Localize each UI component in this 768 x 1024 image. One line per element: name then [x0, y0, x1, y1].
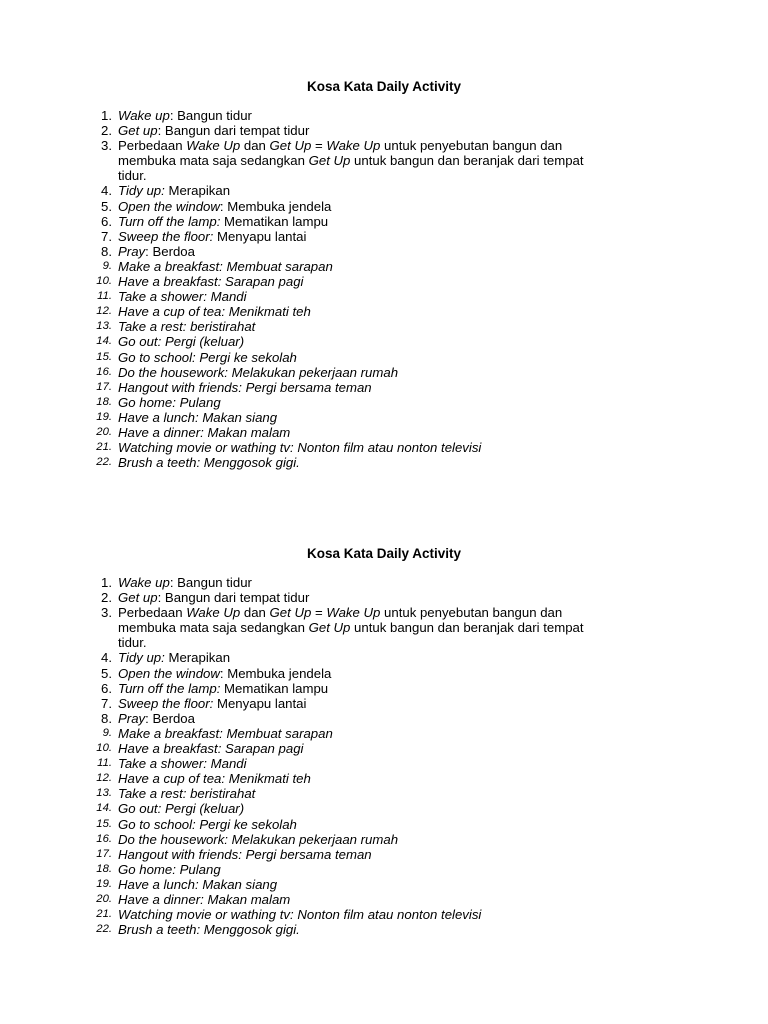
item-definition: Pergi bersama teman	[245, 379, 372, 395]
item-term: Have a cup of tea:	[118, 304, 226, 320]
item-number: 21.	[96, 441, 112, 454]
item-number: 4.	[101, 183, 112, 199]
item-definition: Mematikan lampu	[224, 213, 329, 229]
item-line	[118, 138, 668, 153]
list-item	[0, 350, 768, 365]
item-number: 13.	[96, 787, 112, 800]
list-item	[0, 289, 768, 304]
item-term: Tidy up:	[118, 650, 165, 666]
list-item	[0, 229, 768, 244]
item-text: Perbedaan	[118, 605, 187, 621]
item-number: 20.	[96, 425, 112, 438]
item-line	[118, 605, 668, 620]
item-term: Wake Up	[326, 605, 381, 621]
item-number: 14.	[96, 335, 112, 348]
item-definition: beristirahat	[190, 319, 256, 335]
item-definition: Melakukan pekerjaan rumah	[231, 831, 399, 847]
item-definition: Menggosok gigi.	[203, 922, 300, 938]
item-number: 8.	[101, 710, 112, 726]
list-item	[0, 455, 768, 470]
vocabulary-section-2	[0, 546, 768, 937]
list-item	[0, 199, 768, 214]
item-definition: Menikmati teh	[228, 304, 311, 320]
item-term: Take a rest:	[118, 786, 187, 802]
list-item	[0, 650, 768, 665]
item-term: Go out:	[118, 334, 162, 350]
list-item	[0, 711, 768, 726]
item-definition: Membuat sarapan	[226, 258, 333, 274]
item-definition: Berdoa	[152, 710, 195, 726]
item-number: 7.	[101, 228, 112, 244]
item-number: 12.	[96, 772, 112, 785]
item-term: Go out:	[118, 801, 162, 817]
item-definition: Bangun dari tempat tidur	[164, 123, 310, 139]
item-term: Get Up	[308, 620, 351, 636]
item-term: Pray	[118, 710, 146, 726]
list-item	[0, 425, 768, 440]
list-item	[0, 605, 768, 650]
page-title: Kosa Kata Daily Activity	[306, 546, 462, 561]
item-definition: Membuat sarapan	[226, 725, 333, 741]
item-definition: Bangun tidur	[177, 108, 252, 123]
item-number: 5.	[101, 198, 112, 214]
item-term: Get up	[118, 123, 158, 139]
item-definition: Mematikan lampu	[224, 680, 329, 696]
item-number: 3.	[101, 138, 112, 154]
item-term: Pray	[118, 243, 146, 259]
item-term: Go home:	[118, 394, 176, 410]
item-term: Make a breakfast:	[118, 725, 223, 741]
item-term: Go to school:	[118, 349, 196, 365]
item-term: Have a breakfast:	[118, 741, 222, 757]
item-text: =	[311, 138, 327, 154]
list-item	[0, 726, 768, 741]
item-definition: Melakukan pekerjaan rumah	[231, 364, 399, 380]
list-item	[0, 862, 768, 877]
list-item	[0, 304, 768, 319]
item-term: Have a breakfast:	[118, 274, 222, 290]
item-term: Hangout with friends:	[118, 379, 242, 395]
item-definition: Pulang	[179, 861, 221, 877]
item-term: Go home:	[118, 861, 176, 877]
item-definition: Makan malam	[207, 424, 291, 440]
item-definition: Makan siang	[202, 409, 278, 425]
list-item	[0, 380, 768, 395]
item-number: 9.	[102, 726, 112, 739]
item-definition: Pergi ke sekolah	[199, 349, 297, 365]
item-number: 20.	[96, 892, 112, 905]
item-text: untuk bangun dan beranjak dari tempat	[350, 620, 584, 636]
item-term: Wake up	[118, 575, 170, 590]
item-term: Watching movie or wathing tv:	[118, 907, 294, 923]
item-separator: :	[145, 243, 153, 259]
item-number: 10.	[96, 275, 112, 288]
list-item	[0, 907, 768, 922]
item-term: Have a dinner:	[118, 424, 204, 440]
item-definition: Pergi (keluar)	[164, 334, 245, 350]
item-definition: Pergi (keluar)	[164, 801, 245, 817]
item-term: Get up	[118, 590, 158, 606]
item-definition: Makan siang	[202, 876, 278, 892]
item-number: 15.	[96, 817, 112, 830]
item-term: Sweep the floor:	[118, 695, 214, 711]
item-number: 11.	[97, 290, 112, 303]
list-item	[0, 741, 768, 756]
list-item	[0, 214, 768, 229]
vocabulary-list	[0, 575, 768, 937]
item-separator: :	[169, 575, 178, 590]
list-item	[0, 395, 768, 410]
item-term: Wake Up	[326, 138, 381, 154]
list-item	[0, 877, 768, 892]
item-definition: Berdoa	[152, 243, 195, 259]
item-term: Brush a teeth:	[118, 455, 201, 471]
list-item	[0, 832, 768, 847]
item-number: 22.	[96, 456, 112, 469]
list-item	[0, 274, 768, 289]
item-line	[118, 153, 668, 168]
item-number: 1.	[101, 108, 112, 123]
item-number: 17.	[96, 847, 112, 860]
item-number: 16.	[96, 365, 112, 378]
item-term: Have a lunch:	[118, 409, 199, 425]
item-definition: Mandi	[210, 289, 247, 305]
item-text: dan	[240, 138, 270, 154]
item-text: tidur.	[118, 635, 147, 651]
item-number: 19.	[96, 877, 112, 890]
item-number: 21.	[96, 908, 112, 921]
item-term: Wake Up	[186, 138, 241, 154]
item-number: 7.	[101, 695, 112, 711]
item-definition: Membuka jendela	[227, 198, 332, 214]
item-term: Have a cup of tea:	[118, 771, 226, 787]
item-number: 22.	[96, 923, 112, 936]
item-definition: Merapikan	[168, 650, 231, 666]
item-definition: Merapikan	[168, 183, 231, 199]
item-number: 19.	[96, 410, 112, 423]
item-term: Take a shower:	[118, 756, 207, 772]
item-term: Get Up	[269, 605, 312, 621]
item-definition: Mandi	[210, 756, 247, 772]
item-definition: Menggosok gigi.	[203, 455, 300, 471]
item-number: 13.	[96, 320, 112, 333]
item-term: Have a dinner:	[118, 891, 204, 907]
list-item	[0, 319, 768, 334]
item-definition: Bangun dari tempat tidur	[164, 590, 310, 606]
vocabulary-list	[0, 108, 768, 470]
item-term: Go to school:	[118, 816, 196, 832]
list-item	[0, 696, 768, 711]
list-item	[0, 847, 768, 862]
item-definition: beristirahat	[190, 786, 256, 802]
item-term: Make a breakfast:	[118, 258, 223, 274]
item-separator: :	[157, 123, 165, 139]
item-text: =	[311, 605, 327, 621]
list-item	[0, 892, 768, 907]
item-separator: :	[219, 665, 228, 681]
item-separator: :	[169, 108, 178, 123]
item-term: Take a rest:	[118, 319, 187, 335]
list-item	[0, 801, 768, 816]
item-separator: :	[157, 590, 165, 606]
item-term: Hangout with friends:	[118, 846, 242, 862]
item-term: Turn off the lamp:	[118, 680, 221, 696]
item-definition: Menikmati teh	[228, 771, 311, 787]
item-definition: Pergi bersama teman	[245, 846, 372, 862]
item-number: 2.	[101, 123, 112, 139]
item-definition: Nonton film atau nonton televisi	[297, 440, 482, 456]
item-term: Have a lunch:	[118, 876, 199, 892]
item-term: Get Up	[269, 138, 312, 154]
list-item	[0, 786, 768, 801]
item-number: 11.	[97, 757, 112, 770]
item-separator: :	[219, 198, 228, 214]
item-text: untuk penyebutan bangun dan	[380, 605, 563, 621]
list-item	[0, 334, 768, 349]
item-definition: Bangun tidur	[177, 575, 252, 590]
item-definition: Menyapu lantai	[216, 695, 307, 711]
item-number: 17.	[96, 380, 112, 393]
list-item	[0, 756, 768, 771]
list-item	[0, 410, 768, 425]
item-term: Wake up	[118, 108, 170, 123]
list-item	[0, 365, 768, 380]
item-definition: Pergi ke sekolah	[199, 816, 297, 832]
item-separator: :	[145, 710, 153, 726]
item-number: 6.	[101, 213, 112, 229]
item-definition: Menyapu lantai	[216, 228, 307, 244]
item-number: 14.	[96, 802, 112, 815]
list-item	[0, 138, 768, 183]
list-item	[0, 183, 768, 198]
list-item	[0, 666, 768, 681]
item-text: membuka mata saja sedangkan	[118, 153, 309, 169]
item-number: 3.	[101, 605, 112, 621]
item-term: Open the window	[118, 665, 220, 681]
item-term: Do the housework:	[118, 364, 228, 380]
item-text: tidur.	[118, 168, 147, 184]
item-number: 8.	[101, 243, 112, 259]
item-term: Sweep the floor:	[118, 228, 214, 244]
item-number: 15.	[96, 350, 112, 363]
item-term: Do the housework:	[118, 831, 228, 847]
list-item	[0, 575, 768, 590]
item-number: 6.	[101, 680, 112, 696]
list-item	[0, 108, 768, 123]
item-number: 18.	[96, 862, 112, 875]
list-item	[0, 817, 768, 832]
item-definition: Pulang	[179, 394, 221, 410]
item-term: Watching movie or wathing tv:	[118, 440, 294, 456]
item-definition: Membuka jendela	[227, 665, 332, 681]
vocabulary-section-1	[0, 79, 768, 470]
item-number: 4.	[101, 650, 112, 666]
item-term: Get Up	[308, 153, 351, 169]
page-title: Kosa Kata Daily Activity	[306, 79, 462, 94]
list-item	[0, 123, 768, 138]
item-text: Perbedaan	[118, 138, 187, 154]
item-term: Wake Up	[186, 605, 241, 621]
item-number: 18.	[96, 395, 112, 408]
item-line	[118, 620, 668, 635]
item-number: 10.	[96, 742, 112, 755]
item-number: 12.	[96, 305, 112, 318]
list-item	[0, 681, 768, 696]
item-term: Turn off the lamp:	[118, 213, 221, 229]
list-item	[0, 771, 768, 786]
list-item	[0, 922, 768, 937]
item-text: membuka mata saja sedangkan	[118, 620, 309, 636]
item-number: 5.	[101, 665, 112, 681]
item-definition: Makan malam	[207, 891, 291, 907]
item-text: untuk penyebutan bangun dan	[380, 138, 563, 154]
item-definition: Sarapan pagi	[225, 741, 304, 757]
list-item	[0, 259, 768, 274]
item-term: Take a shower:	[118, 289, 207, 305]
item-term: Tidy up:	[118, 183, 165, 199]
item-number: 1.	[101, 575, 112, 590]
item-term: Brush a teeth:	[118, 922, 201, 938]
item-number: 2.	[101, 590, 112, 606]
item-number: 9.	[102, 259, 112, 272]
list-item	[0, 440, 768, 455]
item-text: untuk bangun dan beranjak dari tempat	[350, 153, 584, 169]
list-item	[0, 244, 768, 259]
item-definition: Sarapan pagi	[225, 274, 304, 290]
item-text: dan	[240, 605, 270, 621]
item-term: Open the window	[118, 198, 220, 214]
item-number: 16.	[96, 832, 112, 845]
list-item	[0, 590, 768, 605]
item-definition: Nonton film atau nonton televisi	[297, 907, 482, 923]
